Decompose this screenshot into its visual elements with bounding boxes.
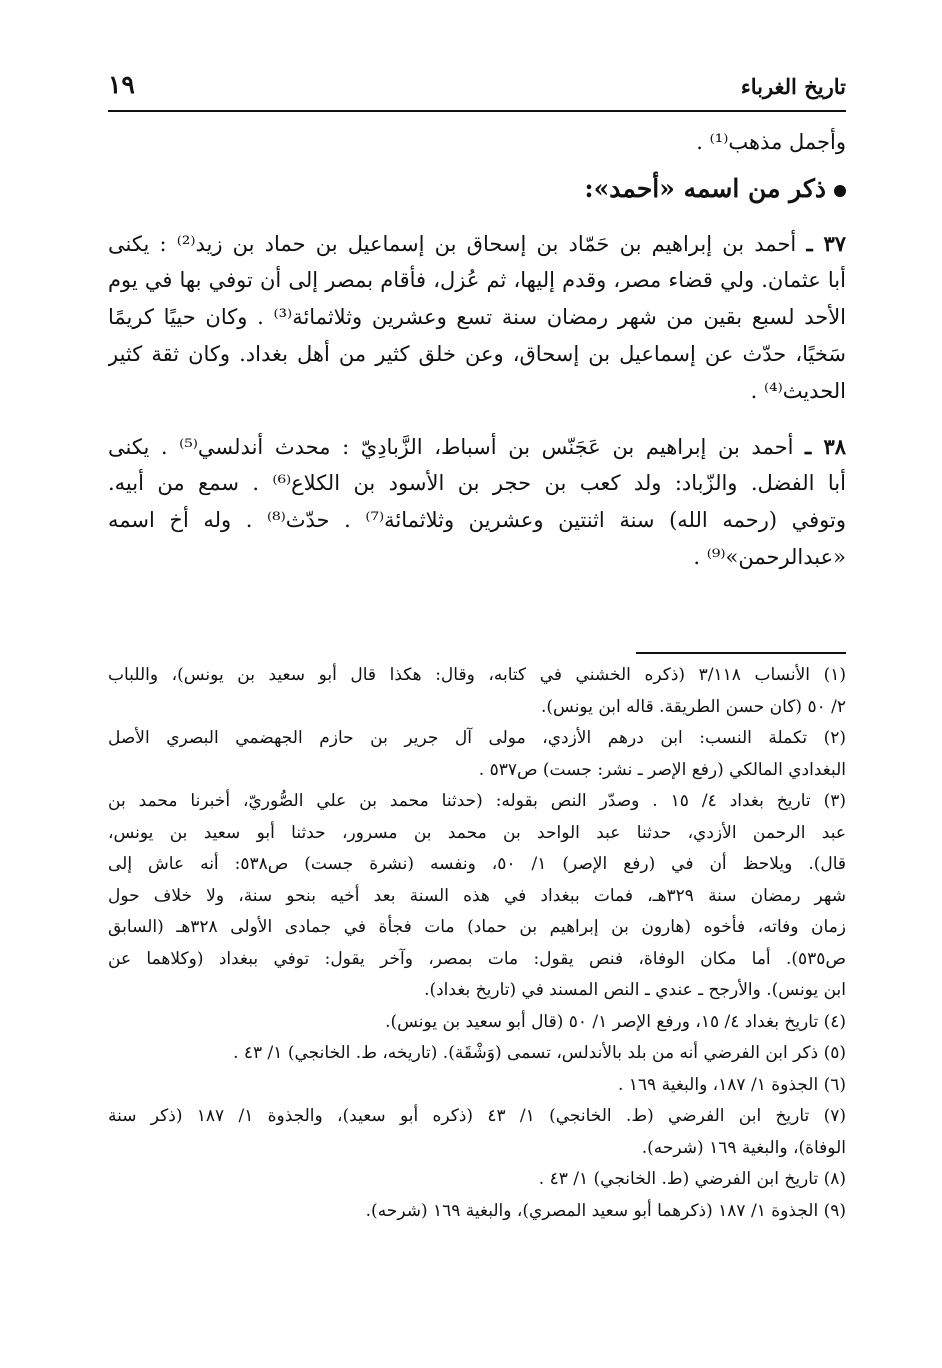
section-heading <box>108 165 846 213</box>
footnote-7-line: الوفاة)، والبغية ١٦٩ (شرحه). <box>641 1137 846 1158</box>
footnote-1-line: ٢/ ٥٠ (كان حسن الطريقة. قاله ابن يونس). <box>540 696 846 717</box>
running-header <box>108 68 846 108</box>
footnote-3-line: شهر رمضان سنة ٣٢٩هـ، فمات ببغداد في هذه السنة بعد أخيه بنحو سنة، ولا خلاف حول <box>108 885 846 906</box>
entry-line-text: أحمد بن إبراهيم بن حَمّاد بن إسحاق بن إسماعيل بن حماد بن زيد⁽²⁾ : يكنى <box>108 232 797 256</box>
footnote-2-line: (٢) تكملة النسب: ابن درهم الأزدي، مولى آل جرير بن حازم الجهضمي البصري الأصل <box>108 728 846 748</box>
footnote-7-line: (٧) تاريخ ابن الفرضي (ط. الخانجي) ١/ ٤٣ (ذكره أبو سعيد)، والجذوة ١/ ١٨٧ (ذكر سنة <box>108 1106 846 1126</box>
footnote-3-line: (٣) تاريخ بغداد ٤/ ١٥ . وصدّر النص بقوله: (حدثنا محمد بن علي الصُّوريّ، أخبرنا محمد بن <box>108 791 846 811</box>
entry-line: الأحد لسبع بقين من شهر رمضان سنة تسع وعشرين وثلاثمائة⁽³⁾ . وكان حييًا كريمًا <box>108 305 846 329</box>
footnote-6-line: (٦) الجذوة ١/ ١٨٧، والبغية ١٦٩ . <box>617 1074 846 1095</box>
footnote-3-line: ص٥٣٥). أما مكان الوفاة، فنص يقول: مات بمصر، وآخر يقول: توفي ببغداد (وكلاهما عن <box>108 948 846 969</box>
entry-38 <box>108 428 846 576</box>
entry-37 <box>108 225 846 410</box>
footnote-4-line: (٤) تاريخ بغداد ٤/ ١٥، ورفع الإصر ١/ ٥٠ (قال أبو سعيد بن يونس). <box>385 1011 846 1032</box>
footnote-9-line: (٩) الجذوة ١/ ١٨٧ (ذكرهما أبو سعيد المصري)، والبغية ١٦٩ (شرحه). <box>365 1200 846 1221</box>
entry-line: سَخيًا، حدّث عن إسماعيل بن إسحاق، وعن خلق كثير من أهل بغداد. وكان ثقة كثير <box>108 342 846 366</box>
entry-number: ٣٧ ـ <box>806 231 846 256</box>
entry-number: ٣٨ ـ <box>805 434 846 459</box>
footnote-8-line: (٨) تاريخ ابن الفرضي (ط. الخانجي) ١/ ٤٣ . <box>538 1169 846 1189</box>
header-rule <box>108 110 846 112</box>
footnote-separator <box>636 652 846 654</box>
entry-line: «عبدالرحمن»⁽⁹⁾ . <box>693 545 846 569</box>
entry-line: الحديث⁽⁴⁾ . <box>750 379 846 403</box>
main-text <box>108 124 846 576</box>
page-number: ١٩ <box>108 70 135 99</box>
footnotes <box>108 660 846 1227</box>
running-title: تاريخ الغرباء <box>740 74 846 99</box>
footnote-5-line: (٥) ذكر ابن الفرضي أنه من بلد بالأندلس، تسمى (وَشْقَة). (تاريخه، ط. الخانجي) ١/ ٤٣ . <box>233 1043 846 1063</box>
footnote-1-line: (١) الأنساب ٣/١١٨ (ذكره الخشني في كتابه، وقال: هكذا قال أبو سعيد بن يونس)، واللباب <box>108 665 846 685</box>
entry-line <box>108 225 846 262</box>
entry-line: أبا عثمان. ولي قضاء مصر، وقدم إليها، ثم عُزل، فأقام بمصر إلى أن توفي بها في يوم <box>108 268 846 292</box>
entry-line <box>108 428 846 465</box>
entry-line-text: أحمد بن إبراهيم بن عَجَنّس بن أسباط، الزَّبادِيّ : محدث أندلسي⁽⁵⁾ . يكنى <box>108 435 794 459</box>
footnote-3-line: عبد الرحمن الأزدي، حدثنا عبد الواحد بن محمد بن مسرور، حدثنا أبو سعيد بن يونس، <box>108 822 846 843</box>
footnote-3-line: زمان وفاته، فأخوه (هارون بن إبراهيم بن حماد) مات فجأة في جمادى الأولى ٣٢٨هـ (السابق <box>108 917 846 937</box>
section-heading-text: ذكر من اسمه «أحمد»: <box>584 174 826 203</box>
bullet-icon <box>834 185 846 197</box>
footnote-3-line: قال). ويلاحظ أن في (رفع الإصر) ١/ ٥٠، ونفسه (نشرة جست) ص٥٣٨: أنه عاش إلى <box>108 854 846 874</box>
footnote-3-line: ابن يونس). والأرجح ـ عندي ـ النص المسند في (تاريخ بغداد). <box>424 980 846 1000</box>
opening-line: وأجمل مذهب⁽¹⁾ . <box>696 130 846 154</box>
footnote-2-line: البغدادي المالكي (رفع الإصر ـ نشر: جست) ص٥٣٧ . <box>478 759 846 780</box>
entry-line: وتوفي (رحمه الله) سنة اثنتين وعشرين وثلاثمائة⁽⁷⁾ . حدّث⁽⁸⁾ . وله أخ اسمه <box>108 508 846 532</box>
entry-line: أبا الفضل. والزّباد: ولد كعب بن حجر بن الأسود بن الكلاع⁽⁶⁾ . سمع من أبيه. <box>108 471 846 495</box>
